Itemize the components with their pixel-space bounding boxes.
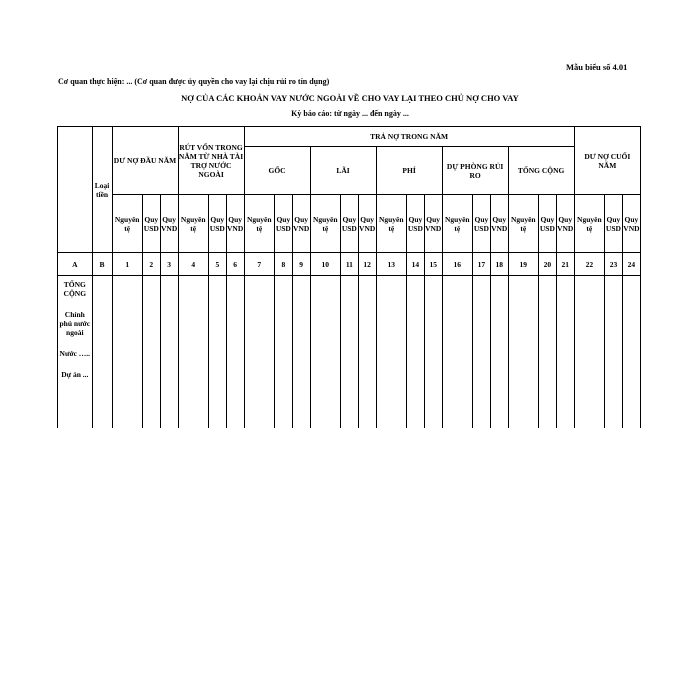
unit-nguyen-te: Nguyên tệ — [178, 195, 208, 253]
unit-quy-vnd: Quy VND — [226, 195, 244, 253]
col-number: 13 — [376, 253, 406, 276]
data-cell — [340, 276, 358, 428]
agency-line: Cơ quan thực hiện: ... (Cơ quan được ủy quyền cho vay lại chịu rủi ro tín dụng) — [58, 77, 330, 86]
row-label: Dự án ... — [61, 370, 89, 379]
unit-quy-vnd: Quy VND — [160, 195, 178, 253]
unit-nguyen-te: Nguyên tệ — [244, 195, 274, 253]
header-loai-tien: Loại tiền — [92, 127, 112, 253]
row-label: Chính phủ nước ngoài — [59, 310, 91, 337]
col-number: 5 — [208, 253, 226, 276]
data-cell — [574, 276, 604, 428]
form-number: Mẫu biểu số 4.01 — [566, 62, 628, 72]
unit-quy-usd: Quy USD — [274, 195, 292, 253]
col-number: 19 — [508, 253, 538, 276]
unit-nguyen-te: Nguyên tệ — [112, 195, 142, 253]
data-cell — [208, 276, 226, 428]
data-cell — [605, 276, 623, 428]
data-cell — [539, 276, 557, 428]
col-number: 4 — [178, 253, 208, 276]
unit-nguyen-te: Nguyên tệ — [376, 195, 406, 253]
col-number: 14 — [406, 253, 424, 276]
col-number: 6 — [226, 253, 244, 276]
col-number: 21 — [556, 253, 574, 276]
col-number: 22 — [574, 253, 604, 276]
data-cell — [556, 276, 574, 428]
data-cell — [622, 276, 640, 428]
col-number: 3 — [160, 253, 178, 276]
header-blank-a — [58, 127, 93, 253]
col-number: 23 — [605, 253, 623, 276]
data-cell — [226, 276, 244, 428]
unit-quy-usd: Quy USD — [605, 195, 623, 253]
col-number: 20 — [539, 253, 557, 276]
report-period: Kỳ báo cáo: từ ngày ... đến ngày ... — [291, 109, 409, 118]
col-number: 24 — [622, 253, 640, 276]
unit-quy-vnd: Quy VND — [292, 195, 310, 253]
col-number: 15 — [424, 253, 442, 276]
header-rut-von: RÚT VỐN TRONG NĂM TỪ NHÀ TÀI TRỢ NƯỚC NGOÀI — [178, 127, 244, 195]
data-cell — [490, 276, 508, 428]
row-label: TỔNG CỘNG — [63, 280, 87, 298]
data-cell — [142, 276, 160, 428]
col-number: 2 — [142, 253, 160, 276]
unit-quy-vnd: Quy VND — [556, 195, 574, 253]
data-cell — [244, 276, 274, 428]
header-du-no-cuoi-nam: DƯ NỢ CUỐI NĂM — [574, 127, 640, 195]
data-cell — [274, 276, 292, 428]
unit-quy-usd: Quy USD — [472, 195, 490, 253]
unit-quy-vnd: Quy VND — [490, 195, 508, 253]
header-phi: PHÍ — [376, 147, 442, 195]
header-lai: LÃI — [310, 147, 376, 195]
unit-nguyen-te: Nguyên tệ — [442, 195, 472, 253]
col-number: 12 — [358, 253, 376, 276]
col-label-b: B — [92, 253, 112, 276]
data-cell — [292, 276, 310, 428]
row-labels — [58, 276, 93, 428]
data-cell — [472, 276, 490, 428]
unit-nguyen-te: Nguyên tệ — [310, 195, 340, 253]
header-tong-cong: TỔNG CỘNG — [508, 147, 574, 195]
unit-quy-usd: Quy USD — [340, 195, 358, 253]
row-label: Nước ….. — [59, 349, 91, 358]
col-number: 16 — [442, 253, 472, 276]
unit-quy-usd: Quy USD — [208, 195, 226, 253]
data-cell — [178, 276, 208, 428]
col-number: 10 — [310, 253, 340, 276]
unit-nguyen-te: Nguyên tệ — [508, 195, 538, 253]
unit-quy-usd: Quy USD — [539, 195, 557, 253]
col-number: 17 — [472, 253, 490, 276]
col-number: 1 — [112, 253, 142, 276]
header-goc: GỐC — [244, 147, 310, 195]
col-number: 11 — [340, 253, 358, 276]
report-table — [57, 126, 641, 428]
unit-quy-usd: Quy USD — [406, 195, 424, 253]
unit-quy-vnd: Quy VND — [358, 195, 376, 253]
data-cell — [508, 276, 538, 428]
report-title: NỢ CỦA CÁC KHOẢN VAY NƯỚC NGOÀI VỀ CHO VAY LẠI THEO CHỦ NỢ CHO VAY — [181, 93, 519, 103]
data-cell — [424, 276, 442, 428]
data-cell — [376, 276, 406, 428]
col-number: 8 — [274, 253, 292, 276]
col-number: 7 — [244, 253, 274, 276]
data-cell — [310, 276, 340, 428]
unit-nguyen-te: Nguyên tệ — [574, 195, 604, 253]
data-cell — [442, 276, 472, 428]
unit-quy-vnd: Quy VND — [424, 195, 442, 253]
data-cell — [112, 276, 142, 428]
header-du-no-dau-nam: DƯ NỢ ĐẦU NĂM — [112, 127, 178, 195]
header-tra-no: TRẢ NỢ TRONG NĂM — [244, 127, 574, 147]
col-number: 18 — [490, 253, 508, 276]
data-cell — [406, 276, 424, 428]
col-number: 9 — [292, 253, 310, 276]
data-cell — [160, 276, 178, 428]
unit-quy-usd: Quy USD — [142, 195, 160, 253]
data-cell — [358, 276, 376, 428]
header-du-phong: DỰ PHÒNG RỦI RO — [442, 147, 508, 195]
data-cell — [92, 276, 112, 428]
unit-quy-vnd: Quy VND — [622, 195, 640, 253]
col-label-a: A — [58, 253, 93, 276]
